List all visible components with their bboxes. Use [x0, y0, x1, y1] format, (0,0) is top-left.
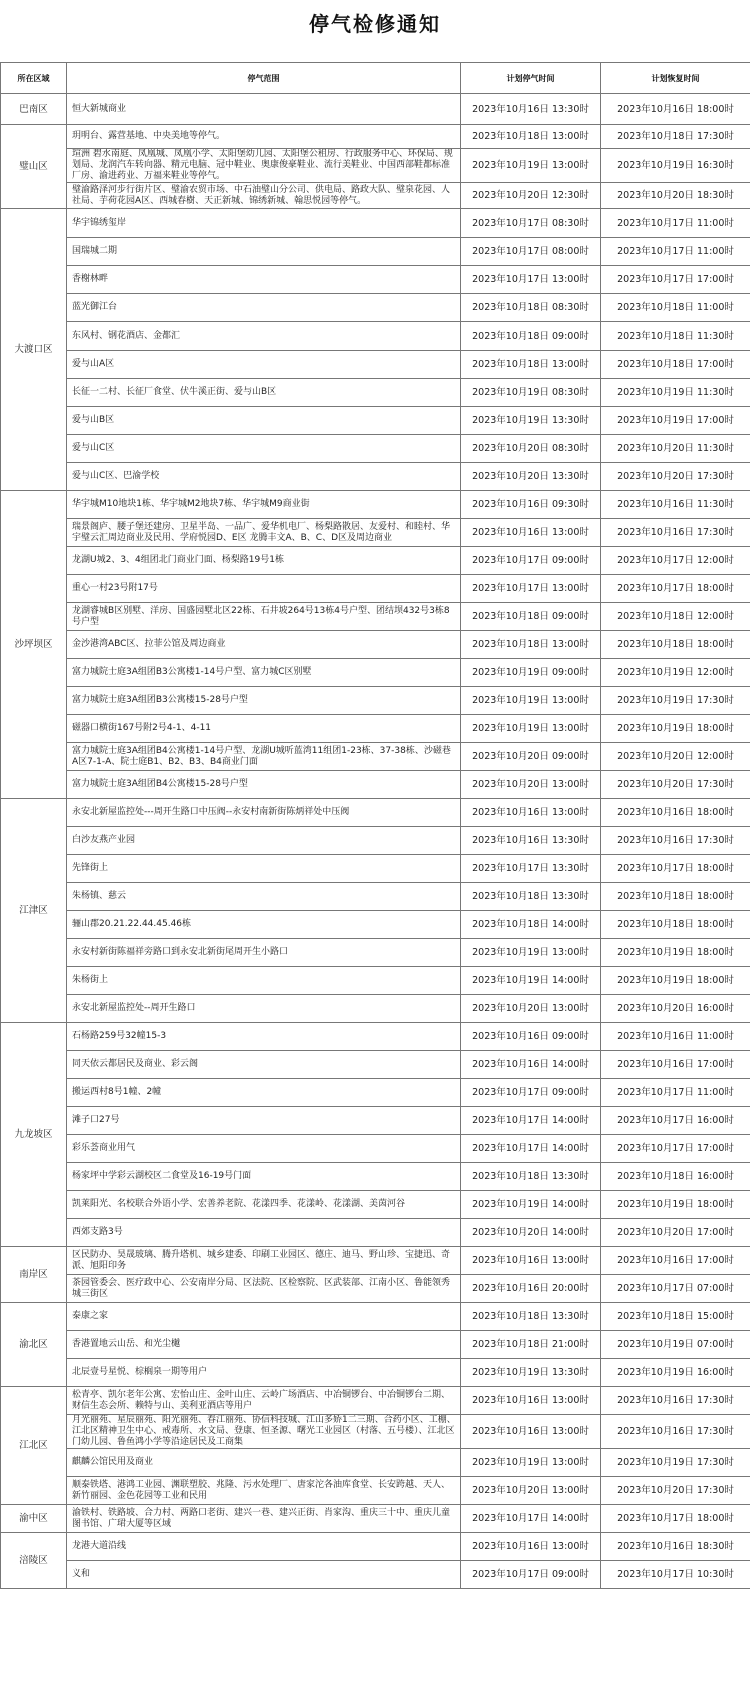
scope-cell: 爱与山A区	[67, 351, 461, 379]
area-cell: 九龙坡区	[1, 1023, 67, 1247]
scope-cell: 爱与山C区、巴渝学校	[67, 463, 461, 491]
restore-time-cell: 2023年10月18日 12:00时	[601, 603, 750, 631]
stop-time-cell: 2023年10月18日 13:00时	[461, 125, 601, 149]
stop-time-cell: 2023年10月20日 08:30时	[461, 435, 601, 463]
scope-cell: 蓝光御江台	[67, 294, 461, 322]
restore-time-cell: 2023年10月18日 18:00时	[601, 883, 750, 911]
restore-time-cell: 2023年10月19日 07:00时	[601, 1331, 750, 1359]
table-row	[1, 125, 750, 149]
scope-cell: 朱杨街上	[67, 967, 461, 995]
table-row	[1, 351, 750, 379]
restore-time-cell: 2023年10月17日 18:00时	[601, 855, 750, 883]
scope-cell: 月光丽苑、星辰丽苑、阳光丽苑、春江丽苑、协信科技城、江山多娇1二三期、合药小区、工棚、江北区精神卫生中心、戒毒所、水文局、登康、恒圣源、曙光工业园区（村落、五号楼）、江北区门幼儿园、鲁鱼鸿小学等沿途居民及工商集	[67, 1415, 461, 1449]
stop-time-cell: 2023年10月19日 13:30时	[461, 407, 601, 435]
restore-time-cell: 2023年10月17日 07:00时	[601, 1275, 750, 1303]
scope-cell: 瑞景阁庐、腰子堡还建房、卫星半岛、一品广、爱华机电厂、杨梨路散居、友爱村、和睦村、华宇璧云汇周边商业及民用、学府悦园D、E区 龙腾丰文A、B、C、D区及周边商业	[67, 519, 461, 547]
stop-time-cell: 2023年10月19日 09:00时	[461, 659, 601, 687]
table-row	[1, 1477, 750, 1505]
table-row	[1, 491, 750, 519]
stop-time-cell: 2023年10月19日 13:00时	[461, 939, 601, 967]
table-row	[1, 209, 750, 238]
scope-cell: 麒麟公馆民用及商业	[67, 1449, 461, 1477]
stop-time-cell: 2023年10月16日 13:30时	[461, 827, 601, 855]
restore-time-cell: 2023年10月16日 17:30时	[601, 519, 750, 547]
table-row	[1, 1449, 750, 1477]
stop-time-cell: 2023年10月20日 13:30时	[461, 463, 601, 491]
area-cell: 涪陵区	[1, 1533, 67, 1589]
stop-time-cell: 2023年10月20日 12:30时	[461, 183, 601, 209]
table-row	[1, 238, 750, 266]
table-row	[1, 1191, 750, 1219]
scope-cell: 磁器口横街167号附2号4-1、4-11	[67, 715, 461, 743]
stop-time-cell: 2023年10月18日 13:00时	[461, 631, 601, 659]
scope-cell: 金沙港湾ABC区、拉菲公馆及周边商业	[67, 631, 461, 659]
table-row	[1, 939, 750, 967]
stop-time-cell: 2023年10月18日 13:30时	[461, 883, 601, 911]
column-header-area: 所在区域	[1, 63, 67, 94]
stop-time-cell: 2023年10月16日 13:00时	[461, 1247, 601, 1275]
table-row	[1, 967, 750, 995]
stop-time-cell: 2023年10月18日 13:00时	[461, 351, 601, 379]
stop-time-cell: 2023年10月17日 09:00时	[461, 1079, 601, 1107]
table-row	[1, 266, 750, 294]
stop-time-cell: 2023年10月19日 14:00时	[461, 1191, 601, 1219]
table-row	[1, 1247, 750, 1275]
scope-cell: 富力城院士庭3A组团B3公寓楼1-14号户型、富力城C区别墅	[67, 659, 461, 687]
restore-time-cell: 2023年10月20日 17:30时	[601, 771, 750, 799]
scope-cell: 爱与山B区	[67, 407, 461, 435]
table-row	[1, 1107, 750, 1135]
stop-time-cell: 2023年10月18日 08:30时	[461, 294, 601, 322]
scope-cell: 泰康之家	[67, 1303, 461, 1331]
scope-cell: 玥明台、露营基地、中央美地等停气。	[67, 125, 461, 149]
scope-cell: 义和	[67, 1561, 461, 1589]
scope-cell: 区民防办、昊晟玻璃、腾升塔机、城乡建委、印刷工业园区、德庄、迪马、野山珍、宝捷迅、奇派、旭阳印务	[67, 1247, 461, 1275]
stop-time-cell: 2023年10月20日 14:00时	[461, 1219, 601, 1247]
table-row	[1, 1331, 750, 1359]
scope-cell: 西郊支路3号	[67, 1219, 461, 1247]
restore-time-cell: 2023年10月18日 17:30时	[601, 125, 750, 149]
stop-time-cell: 2023年10月16日 20:00时	[461, 1275, 601, 1303]
stop-time-cell: 2023年10月19日 13:00时	[461, 149, 601, 183]
table-row	[1, 407, 750, 435]
stop-time-cell: 2023年10月18日 09:00时	[461, 322, 601, 351]
restore-time-cell: 2023年10月19日 18:00时	[601, 715, 750, 743]
scope-cell: 华宇城M10地块1栋、华宇城M2地块7栋、华宇城M9商业街	[67, 491, 461, 519]
table-row	[1, 94, 750, 125]
scope-cell: 松青亭、凯尔老年公寓、宏怡山庄、金叶山庄、云岭广场酒店、中冶铜锣台、中冶铜锣台二期、财信生态会所、赖特与山、美利亚酒店等用户	[67, 1387, 461, 1415]
scope-cell: 茶园管委会、医疗政中心、公安南岸分局、区法院、区检察院、区武装部、江南小区、鲁能领秀城三街区	[67, 1275, 461, 1303]
page-title: 停气检修通知	[309, 12, 441, 36]
table-row	[1, 1505, 750, 1533]
scope-cell: 渝铁村、铁路坡、合力村、两路口老街、建兴一巷、建兴正街、肖家沟、重庆三十中、重庆儿童图书馆、广珺大厦等区域	[67, 1505, 461, 1533]
restore-time-cell: 2023年10月19日 11:30时	[601, 379, 750, 407]
stop-time-cell: 2023年10月16日 09:00时	[461, 1023, 601, 1051]
stop-time-cell: 2023年10月17日 09:00时	[461, 1561, 601, 1589]
scope-cell: 彩乐荟商业用气	[67, 1135, 461, 1163]
restore-time-cell: 2023年10月18日 18:00时	[601, 631, 750, 659]
table-row	[1, 379, 750, 407]
stop-time-cell: 2023年10月16日 13:00时	[461, 799, 601, 827]
scope-cell: 白沙友燕产业园	[67, 827, 461, 855]
restore-time-cell: 2023年10月18日 16:00时	[601, 1163, 750, 1191]
table-body	[1, 94, 750, 1589]
restore-time-cell: 2023年10月16日 17:00时	[601, 1051, 750, 1079]
scope-cell: 华宇锦绣玺岸	[67, 209, 461, 238]
restore-time-cell: 2023年10月17日 17:00时	[601, 1135, 750, 1163]
scope-cell: 凯莱阳光、名校联合外语小学、宏善养老院、花漾四季、花漾岭、花漾湖、美茵河谷	[67, 1191, 461, 1219]
stop-time-cell: 2023年10月20日 13:00时	[461, 1477, 601, 1505]
restore-time-cell: 2023年10月19日 18:00时	[601, 967, 750, 995]
table-row	[1, 1561, 750, 1589]
stop-time-cell: 2023年10月16日 13:00时	[461, 1387, 601, 1415]
scope-cell: 重心一村23号附17号	[67, 575, 461, 603]
area-cell: 渝中区	[1, 1505, 67, 1533]
stop-time-cell: 2023年10月17日 08:00时	[461, 238, 601, 266]
table-row	[1, 435, 750, 463]
scope-cell: 朱杨镇、慈云	[67, 883, 461, 911]
table-header-row	[1, 63, 750, 94]
stop-time-cell: 2023年10月17日 13:00时	[461, 266, 601, 294]
stop-time-cell: 2023年10月17日 14:00时	[461, 1107, 601, 1135]
restore-time-cell: 2023年10月20日 12:00时	[601, 743, 750, 771]
restore-time-cell: 2023年10月16日 11:30时	[601, 491, 750, 519]
scope-cell: 恒大新城商业	[67, 94, 461, 125]
restore-time-cell: 2023年10月16日 17:30时	[601, 1415, 750, 1449]
table-row	[1, 659, 750, 687]
scope-cell: 龙港大道沿线	[67, 1533, 461, 1561]
table-row	[1, 1415, 750, 1449]
scope-cell: 香港置地云山岳、和光尘樾	[67, 1331, 461, 1359]
column-header-scope: 停气范围	[67, 63, 461, 94]
stop-time-cell: 2023年10月16日 13:00时	[461, 519, 601, 547]
table-row	[1, 149, 750, 183]
stop-time-cell: 2023年10月16日 13:00时	[461, 1533, 601, 1561]
table-row	[1, 1359, 750, 1387]
restore-time-cell: 2023年10月17日 11:00时	[601, 1079, 750, 1107]
column-header-stop-time: 计划停气时间	[461, 63, 601, 94]
outage-table	[0, 62, 750, 1589]
table-row	[1, 603, 750, 631]
restore-time-cell: 2023年10月18日 17:00时	[601, 351, 750, 379]
scope-cell: 滩子口27号	[67, 1107, 461, 1135]
restore-time-cell: 2023年10月19日 18:00时	[601, 939, 750, 967]
stop-time-cell: 2023年10月18日 21:00时	[461, 1331, 601, 1359]
stop-time-cell: 2023年10月19日 14:00时	[461, 967, 601, 995]
restore-time-cell: 2023年10月19日 17:30时	[601, 687, 750, 715]
table-row	[1, 1387, 750, 1415]
scope-cell: 永安村新街陈福祥旁路口到永安北新街尾周开生小路口	[67, 939, 461, 967]
scope-cell: 永安北新屋监控处---周开生路口中压阀--永安村南新街陈炳祥处中压阀	[67, 799, 461, 827]
restore-time-cell: 2023年10月16日 18:00时	[601, 94, 750, 125]
scope-cell: 长征一二村、长征厂食堂、伏牛溪正街、爱与山B区	[67, 379, 461, 407]
stop-time-cell: 2023年10月16日 13:30时	[461, 94, 601, 125]
table-row	[1, 855, 750, 883]
scope-cell: 顺泰铁塔、港鸿工业园、渊联塑胶、兆隆、污水处理厂、唐家沱各油库食堂、长安跨越、天人、新竹丽园、金色花园等工业和民用	[67, 1477, 461, 1505]
scope-cell: 龙湖睿城B区别墅、洋房、国盛园墅北区22栋、石井坡264号13栋4号户型、团结坝432号3栋8号户型	[67, 603, 461, 631]
stop-time-cell: 2023年10月20日 13:00时	[461, 771, 601, 799]
table-row	[1, 631, 750, 659]
table-row	[1, 463, 750, 491]
stop-time-cell: 2023年10月19日 13:00时	[461, 1449, 601, 1477]
restore-time-cell: 2023年10月20日 18:30时	[601, 183, 750, 209]
scope-cell: 国瑞城二期	[67, 238, 461, 266]
table-row	[1, 687, 750, 715]
restore-time-cell: 2023年10月16日 18:00时	[601, 799, 750, 827]
scope-cell: 香榭林畔	[67, 266, 461, 294]
restore-time-cell: 2023年10月20日 17:30时	[601, 463, 750, 491]
scope-cell: 先锋街上	[67, 855, 461, 883]
table-row	[1, 911, 750, 939]
table-row	[1, 1051, 750, 1079]
table-row	[1, 1303, 750, 1331]
stop-time-cell: 2023年10月16日 09:30时	[461, 491, 601, 519]
table-row	[1, 547, 750, 575]
scope-cell: 杨家坪中学彩云湖校区二食堂及16-19号门面	[67, 1163, 461, 1191]
restore-time-cell: 2023年10月20日 17:30时	[601, 1477, 750, 1505]
scope-cell: 搬运西村8号1幢、2幢	[67, 1079, 461, 1107]
restore-time-cell: 2023年10月16日 17:30时	[601, 1387, 750, 1415]
restore-time-cell: 2023年10月20日 17:00时	[601, 1219, 750, 1247]
restore-time-cell: 2023年10月18日 15:00时	[601, 1303, 750, 1331]
stop-time-cell: 2023年10月18日 14:00时	[461, 911, 601, 939]
restore-time-cell: 2023年10月17日 10:30时	[601, 1561, 750, 1589]
scope-cell: 东风村、钢花酒店、金都汇	[67, 322, 461, 351]
restore-time-cell: 2023年10月18日 18:00时	[601, 911, 750, 939]
stop-time-cell: 2023年10月16日 13:00时	[461, 1415, 601, 1449]
restore-time-cell: 2023年10月17日 17:00时	[601, 266, 750, 294]
area-cell: 南岸区	[1, 1247, 67, 1303]
area-cell: 渝北区	[1, 1303, 67, 1387]
table-row	[1, 883, 750, 911]
area-cell: 璧山区	[1, 125, 67, 209]
scope-cell: 富力城院士庭3A组团B3公寓楼15-28号户型	[67, 687, 461, 715]
table-row	[1, 1079, 750, 1107]
stop-time-cell: 2023年10月20日 09:00时	[461, 743, 601, 771]
stop-time-cell: 2023年10月18日 13:30时	[461, 1163, 601, 1191]
restore-time-cell: 2023年10月16日 18:30时	[601, 1533, 750, 1561]
table-row	[1, 771, 750, 799]
area-cell: 江津区	[1, 799, 67, 1023]
table-row	[1, 519, 750, 547]
restore-time-cell: 2023年10月20日 16:00时	[601, 995, 750, 1023]
restore-time-cell: 2023年10月16日 11:00时	[601, 1023, 750, 1051]
area-cell: 巴南区	[1, 94, 67, 125]
column-header-restore-time: 计划恢复时间	[601, 63, 750, 94]
scope-cell: 龙湖U城2、3、4组团北门商业门面、杨梨路19号1栋	[67, 547, 461, 575]
area-cell: 大渡口区	[1, 209, 67, 491]
stop-time-cell: 2023年10月19日 13:00时	[461, 715, 601, 743]
restore-time-cell: 2023年10月19日 18:00时	[601, 1191, 750, 1219]
stop-time-cell: 2023年10月17日 13:30时	[461, 855, 601, 883]
table-row	[1, 827, 750, 855]
table-row	[1, 1219, 750, 1247]
restore-time-cell: 2023年10月17日 16:00时	[601, 1107, 750, 1135]
restore-time-cell: 2023年10月17日 11:00时	[601, 238, 750, 266]
restore-time-cell: 2023年10月19日 17:30时	[601, 1449, 750, 1477]
stop-time-cell: 2023年10月19日 08:30时	[461, 379, 601, 407]
table-row	[1, 1533, 750, 1561]
scope-cell: 爱与山C区	[67, 435, 461, 463]
stop-time-cell: 2023年10月17日 08:30时	[461, 209, 601, 238]
scope-cell: 同天依云都居民及商业、彩云阁	[67, 1051, 461, 1079]
restore-time-cell: 2023年10月18日 11:00时	[601, 294, 750, 322]
restore-time-cell: 2023年10月19日 16:30时	[601, 149, 750, 183]
stop-time-cell: 2023年10月18日 09:00时	[461, 603, 601, 631]
area-cell: 沙坪坝区	[1, 491, 67, 799]
restore-time-cell: 2023年10月16日 17:30时	[601, 827, 750, 855]
scope-cell: 瑄洲 碧水南庭、凤凰城、凤凰小学、太阳堡幼儿园、太阳堡公租房、行政服务中心、环保局、规划局、龙润汽车转向器、精元电脑、冠中鞋业、奥康俊豪鞋业、流行美鞋业、中国西部鞋都标准厂房、渝进药业、万福来鞋业等停气。	[67, 149, 461, 183]
scope-cell: 骊山郡20.21.22.44.45.46栋	[67, 911, 461, 939]
scope-cell: 石杨路259号32幢15-3	[67, 1023, 461, 1051]
restore-time-cell: 2023年10月18日 11:30时	[601, 322, 750, 351]
scope-cell: 富力城院士庭3A组团B4公寓楼15-28号户型	[67, 771, 461, 799]
table-row	[1, 1275, 750, 1303]
restore-time-cell: 2023年10月16日 17:00时	[601, 1247, 750, 1275]
stop-time-cell: 2023年10月17日 14:00时	[461, 1505, 601, 1533]
table-row	[1, 294, 750, 322]
table-row	[1, 995, 750, 1023]
stop-time-cell: 2023年10月17日 09:00时	[461, 547, 601, 575]
restore-time-cell: 2023年10月19日 16:00时	[601, 1359, 750, 1387]
table-row	[1, 1135, 750, 1163]
stop-time-cell: 2023年10月18日 13:30时	[461, 1303, 601, 1331]
scope-cell: 北辰壹号星悦、棕榈泉一期等用户	[67, 1359, 461, 1387]
table-row	[1, 183, 750, 209]
table-row	[1, 1023, 750, 1051]
restore-time-cell: 2023年10月20日 11:30时	[601, 435, 750, 463]
scope-cell: 富力城院士庭3A组团B4公寓楼1-14号户型、龙湖U城听蓝湾11组团1-23栋、37-38栋、沙磁巷A区7-1-A、院士庭B1、B2、B3、B4商业门面	[67, 743, 461, 771]
table-row	[1, 715, 750, 743]
table-row	[1, 575, 750, 603]
restore-time-cell: 2023年10月17日 18:00时	[601, 1505, 750, 1533]
table-row	[1, 322, 750, 351]
scope-cell: 璧渝路泽河步行街片区、璧渝农贸市场、中石油璧山分公司、供电局、路政大队、璧泉花园、人社局、芋荷花园A区、西城春樹、天正新城、锦绣新城、翰思悦园等停气。	[67, 183, 461, 209]
stop-time-cell: 2023年10月19日 13:30时	[461, 1359, 601, 1387]
stop-time-cell: 2023年10月16日 14:00时	[461, 1051, 601, 1079]
table-row	[1, 743, 750, 771]
restore-time-cell: 2023年10月17日 11:00时	[601, 209, 750, 238]
stop-time-cell: 2023年10月19日 13:00时	[461, 687, 601, 715]
table-row	[1, 1163, 750, 1191]
stop-time-cell: 2023年10月17日 13:00时	[461, 575, 601, 603]
stop-time-cell: 2023年10月20日 13:00时	[461, 995, 601, 1023]
restore-time-cell: 2023年10月19日 17:00时	[601, 407, 750, 435]
restore-time-cell: 2023年10月17日 18:00时	[601, 575, 750, 603]
scope-cell: 永安北新屋监控处--周开生路口	[67, 995, 461, 1023]
area-cell: 江北区	[1, 1387, 67, 1505]
stop-time-cell: 2023年10月17日 14:00时	[461, 1135, 601, 1163]
table-row	[1, 799, 750, 827]
restore-time-cell: 2023年10月17日 12:00时	[601, 547, 750, 575]
restore-time-cell: 2023年10月19日 12:00时	[601, 659, 750, 687]
